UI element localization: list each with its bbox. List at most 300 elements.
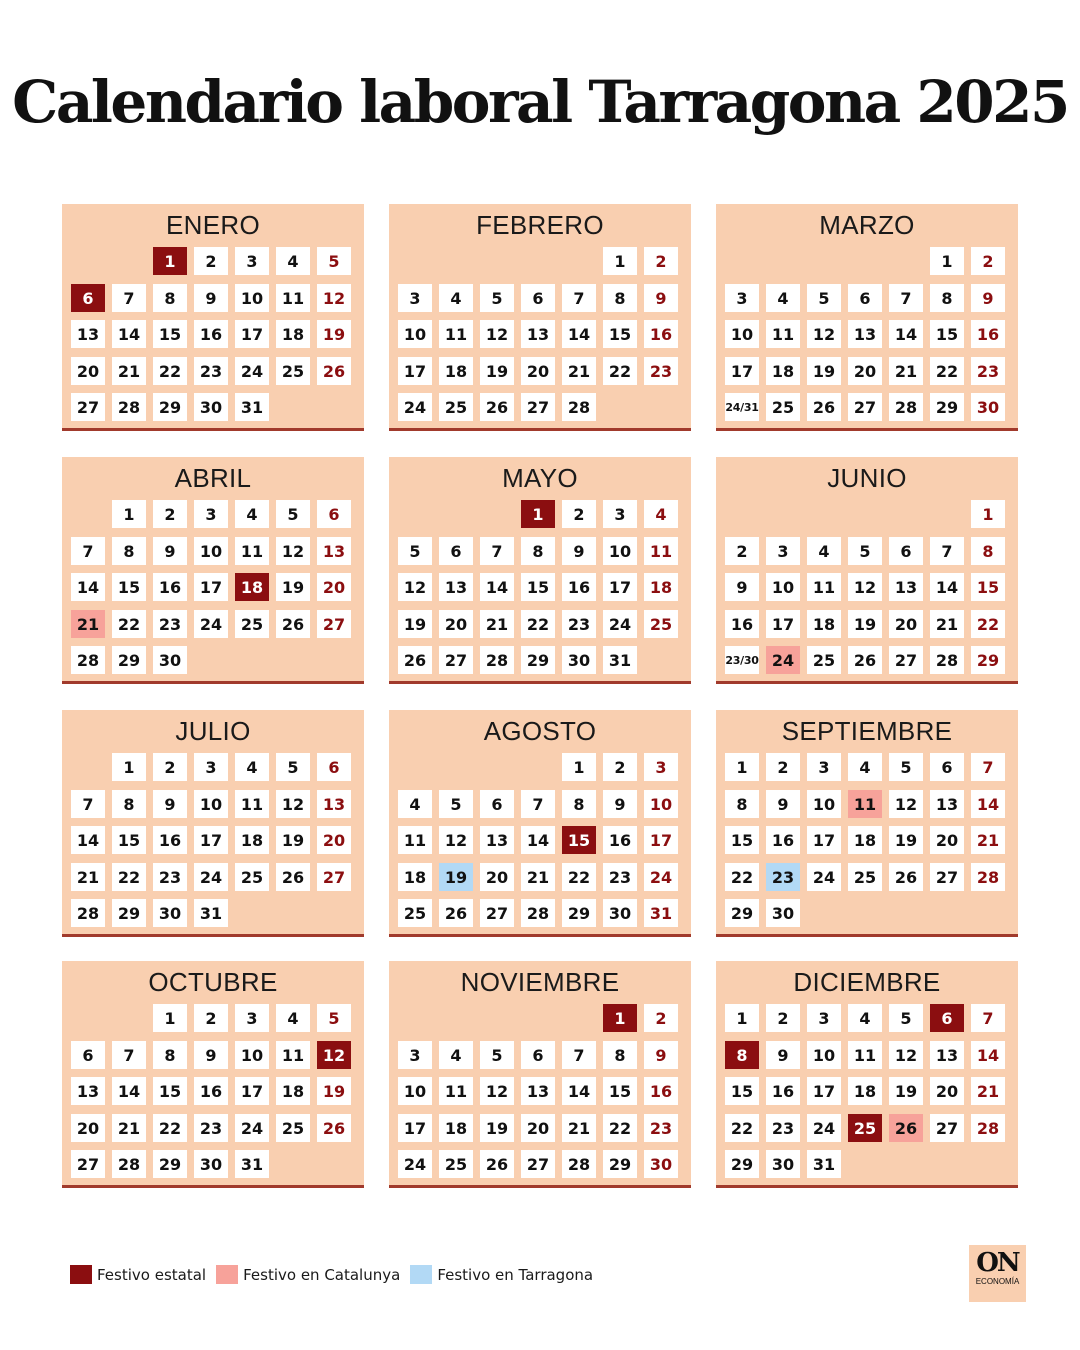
- day-cell: 24: [398, 393, 432, 421]
- legend-label-catalunya: Festivo en Catalunya: [243, 1265, 401, 1284]
- day-cell: 13: [889, 573, 923, 601]
- day-cell: 19: [848, 610, 882, 638]
- day-cell: 17: [807, 1077, 841, 1105]
- day-cell: 21: [112, 1114, 146, 1142]
- day-cell: 8: [725, 790, 759, 818]
- day-cell: 5: [848, 537, 882, 565]
- day-cell: 12: [480, 320, 514, 348]
- day-cell: 3: [807, 753, 841, 781]
- day-cell: 14: [930, 573, 964, 601]
- day-cell: 19: [889, 826, 923, 854]
- day-cell: 6: [930, 1004, 964, 1032]
- day-cell: 5: [889, 1004, 923, 1032]
- day-cell: 3: [398, 284, 432, 312]
- day-cell: 15: [971, 573, 1005, 601]
- day-cell: 20: [317, 573, 351, 601]
- day-cell: 17: [725, 357, 759, 385]
- day-cell: 9: [766, 1041, 800, 1069]
- day-cell: 28: [112, 393, 146, 421]
- day-cell: 22: [153, 1114, 187, 1142]
- month-abril: [62, 457, 364, 684]
- day-cell: 21: [562, 357, 596, 385]
- day-cell: 30: [153, 899, 187, 927]
- day-cell: 24: [807, 1114, 841, 1142]
- day-cell: 6: [889, 537, 923, 565]
- day-cell: 19: [317, 1077, 351, 1105]
- day-cell: 27: [480, 899, 514, 927]
- day-cell: 15: [112, 826, 146, 854]
- month-name: ENERO: [166, 210, 260, 240]
- day-cell: 9: [194, 1041, 228, 1069]
- day-cell: 29: [562, 899, 596, 927]
- day-cell: 11: [439, 1077, 473, 1105]
- day-cell: 8: [153, 1041, 187, 1069]
- day-cell: 21: [71, 610, 105, 638]
- day-cell: 28: [562, 1150, 596, 1178]
- day-cell: 18: [276, 320, 310, 348]
- day-cell: 14: [112, 320, 146, 348]
- day-cell: 22: [562, 863, 596, 891]
- day-cell: 12: [398, 573, 432, 601]
- day-cell: 8: [562, 790, 596, 818]
- day-cell: 21: [480, 610, 514, 638]
- day-cell: 9: [644, 1041, 678, 1069]
- day-cell: 9: [562, 537, 596, 565]
- month-name: MAYO: [502, 463, 578, 493]
- day-cell: 19: [398, 610, 432, 638]
- day-cell: 10: [644, 790, 678, 818]
- day-cell: 8: [603, 1041, 637, 1069]
- day-cell: 14: [521, 826, 555, 854]
- day-cell: 21: [521, 863, 555, 891]
- day-cell: 25: [398, 899, 432, 927]
- legend-swatch-tarragona: [410, 1265, 432, 1284]
- day-cell: 16: [194, 320, 228, 348]
- day-cell: 16: [644, 320, 678, 348]
- day-cell: 1: [112, 500, 146, 528]
- day-cell: 13: [521, 320, 555, 348]
- day-cell: 2: [153, 500, 187, 528]
- day-cell: 18: [644, 573, 678, 601]
- day-cell: 15: [725, 826, 759, 854]
- day-cell: 4: [766, 284, 800, 312]
- day-cell: 13: [439, 573, 473, 601]
- day-cell: 10: [807, 1041, 841, 1069]
- day-cell: 3: [194, 500, 228, 528]
- day-cell: 4: [398, 790, 432, 818]
- day-cell: 8: [971, 537, 1005, 565]
- day-cell: 7: [71, 790, 105, 818]
- day-cell: 22: [971, 610, 1005, 638]
- logo-sub-text: ECONOMÍA: [975, 1277, 1020, 1286]
- day-cell: 26: [439, 899, 473, 927]
- day-cell: 12: [439, 826, 473, 854]
- day-cell: 4: [439, 1041, 473, 1069]
- day-cell: 18: [848, 826, 882, 854]
- day-cell: 25: [235, 863, 269, 891]
- day-cell: 28: [480, 646, 514, 674]
- day-cell: 17: [398, 1114, 432, 1142]
- page-title: Calendario laboral Tarragona 2025: [12, 68, 1068, 136]
- day-cell: 17: [644, 826, 678, 854]
- day-cell: 26: [889, 863, 923, 891]
- day-cell: 10: [725, 320, 759, 348]
- day-cell: 13: [930, 1041, 964, 1069]
- month-mayo: [389, 457, 691, 684]
- day-cell: 28: [71, 646, 105, 674]
- day-cell: 21: [71, 863, 105, 891]
- month-name: AGOSTO: [483, 716, 597, 746]
- day-cell: 4: [439, 284, 473, 312]
- day-cell: 18: [439, 357, 473, 385]
- day-cell: 31: [807, 1150, 841, 1178]
- day-cell: 12: [276, 790, 310, 818]
- day-cell: 24: [603, 610, 637, 638]
- day-cell: 2: [766, 753, 800, 781]
- day-cell: 6: [71, 1041, 105, 1069]
- day-cell: 27: [930, 863, 964, 891]
- day-cell: 23/30: [725, 646, 759, 674]
- day-cell: 3: [235, 247, 269, 275]
- day-cell: 10: [194, 537, 228, 565]
- day-cell: 3: [398, 1041, 432, 1069]
- day-cell: 13: [930, 790, 964, 818]
- day-cell: 3: [644, 753, 678, 781]
- day-cell: 10: [235, 1041, 269, 1069]
- day-cell: 30: [766, 1150, 800, 1178]
- day-cell: 23: [971, 357, 1005, 385]
- day-cell: 23: [153, 610, 187, 638]
- month-noviembre: [389, 961, 691, 1188]
- day-cell: 22: [725, 1114, 759, 1142]
- legend-item-catalunya: [216, 1265, 400, 1284]
- day-cell: 15: [562, 826, 596, 854]
- day-cell: 18: [235, 573, 269, 601]
- day-cell: 22: [603, 357, 637, 385]
- day-cell: 11: [644, 537, 678, 565]
- day-cell: 26: [276, 863, 310, 891]
- month-name: SEPTIEMBRE: [781, 716, 953, 746]
- month-name: ABRIL: [174, 463, 252, 493]
- day-cell: 27: [521, 1150, 555, 1178]
- day-cell: 24: [766, 646, 800, 674]
- day-cell: 26: [317, 1114, 351, 1142]
- day-cell: 28: [112, 1150, 146, 1178]
- month-name: FEBRERO: [476, 210, 604, 240]
- day-cell: 1: [725, 1004, 759, 1032]
- day-cell: 25: [235, 610, 269, 638]
- day-cell: 18: [439, 1114, 473, 1142]
- day-cell: 7: [889, 284, 923, 312]
- day-cell: 17: [398, 357, 432, 385]
- day-cell: 2: [603, 753, 637, 781]
- day-cell: 16: [725, 610, 759, 638]
- day-cell: 23: [644, 357, 678, 385]
- day-cell: 3: [766, 537, 800, 565]
- day-cell: 9: [153, 790, 187, 818]
- day-cell: 9: [644, 284, 678, 312]
- day-cell: 13: [848, 320, 882, 348]
- day-cell: 11: [807, 573, 841, 601]
- day-cell: 16: [971, 320, 1005, 348]
- day-cell: 7: [971, 1004, 1005, 1032]
- day-cell: 16: [562, 573, 596, 601]
- day-cell: 10: [603, 537, 637, 565]
- day-cell: 15: [725, 1077, 759, 1105]
- day-cell: 24: [194, 863, 228, 891]
- day-cell: 18: [848, 1077, 882, 1105]
- day-cell: 7: [930, 537, 964, 565]
- month-name: JULIO: [175, 716, 251, 746]
- day-cell: 11: [235, 537, 269, 565]
- day-cell: 28: [930, 646, 964, 674]
- day-cell: 27: [848, 393, 882, 421]
- legend-swatch-catalunya: [216, 1265, 238, 1284]
- day-cell: 27: [930, 1114, 964, 1142]
- day-cell: 31: [644, 899, 678, 927]
- day-cell: 9: [971, 284, 1005, 312]
- day-cell: 6: [71, 284, 105, 312]
- day-cell: 8: [521, 537, 555, 565]
- day-cell: 2: [971, 247, 1005, 275]
- month-julio: [62, 710, 364, 937]
- month-name: MARZO: [819, 210, 915, 240]
- day-cell: 25: [276, 357, 310, 385]
- day-cell: 6: [521, 284, 555, 312]
- day-cell: 21: [889, 357, 923, 385]
- day-cell: 14: [480, 573, 514, 601]
- day-cell: 15: [603, 1077, 637, 1105]
- day-cell: 4: [644, 500, 678, 528]
- day-cell: 26: [480, 393, 514, 421]
- day-cell: 8: [603, 284, 637, 312]
- day-cell: 2: [644, 247, 678, 275]
- day-cell: 12: [889, 1041, 923, 1069]
- day-cell: 31: [235, 393, 269, 421]
- day-cell: 16: [194, 1077, 228, 1105]
- day-cell: 25: [766, 393, 800, 421]
- day-cell: 31: [603, 646, 637, 674]
- month-agosto: [389, 710, 691, 937]
- day-cell: 6: [521, 1041, 555, 1069]
- day-cell: 22: [521, 610, 555, 638]
- day-cell: 26: [480, 1150, 514, 1178]
- day-cell: 20: [480, 863, 514, 891]
- day-cell: 25: [848, 1114, 882, 1142]
- day-cell: 13: [71, 1077, 105, 1105]
- day-cell: 20: [930, 1077, 964, 1105]
- day-cell: 14: [71, 826, 105, 854]
- day-cell: 29: [725, 899, 759, 927]
- day-cell: 26: [276, 610, 310, 638]
- month-name: JUNIO: [827, 463, 907, 493]
- day-cell: 28: [889, 393, 923, 421]
- day-cell: 30: [603, 899, 637, 927]
- day-cell: 17: [194, 573, 228, 601]
- day-cell: 18: [807, 610, 841, 638]
- day-cell: 20: [889, 610, 923, 638]
- day-cell: 19: [439, 863, 473, 891]
- day-cell: 19: [889, 1077, 923, 1105]
- day-cell: 5: [439, 790, 473, 818]
- day-cell: 10: [398, 320, 432, 348]
- day-cell: 17: [235, 1077, 269, 1105]
- day-cell: 22: [112, 610, 146, 638]
- day-cell: 26: [848, 646, 882, 674]
- day-cell: 19: [317, 320, 351, 348]
- day-cell: 13: [317, 790, 351, 818]
- day-cell: 29: [153, 1150, 187, 1178]
- day-cell: 9: [766, 790, 800, 818]
- day-cell: 15: [603, 320, 637, 348]
- month-name: DICIEMBRE: [793, 967, 941, 997]
- day-cell: 3: [194, 753, 228, 781]
- day-cell: 19: [480, 1114, 514, 1142]
- day-cell: 7: [112, 284, 146, 312]
- day-cell: 23: [766, 863, 800, 891]
- day-cell: 25: [644, 610, 678, 638]
- day-cell: 1: [930, 247, 964, 275]
- day-cell: 6: [317, 753, 351, 781]
- day-cell: 17: [235, 320, 269, 348]
- day-cell: 14: [971, 1041, 1005, 1069]
- day-cell: 24: [194, 610, 228, 638]
- day-cell: 8: [153, 284, 187, 312]
- day-cell: 16: [603, 826, 637, 854]
- day-cell: 16: [766, 826, 800, 854]
- day-cell: 7: [521, 790, 555, 818]
- day-cell: 28: [562, 393, 596, 421]
- day-cell: 18: [276, 1077, 310, 1105]
- day-cell: 2: [644, 1004, 678, 1032]
- day-cell: 1: [153, 1004, 187, 1032]
- day-cell: 18: [398, 863, 432, 891]
- day-cell: 29: [725, 1150, 759, 1178]
- day-cell: 16: [153, 573, 187, 601]
- day-cell: 22: [725, 863, 759, 891]
- day-cell: 23: [194, 357, 228, 385]
- day-cell: 31: [235, 1150, 269, 1178]
- day-cell: 11: [848, 790, 882, 818]
- day-cell: 27: [71, 1150, 105, 1178]
- month-junio: [716, 457, 1018, 684]
- day-cell: 1: [153, 247, 187, 275]
- day-cell: 7: [480, 537, 514, 565]
- day-cell: 5: [317, 1004, 351, 1032]
- day-cell: 25: [439, 1150, 473, 1178]
- day-cell: 11: [766, 320, 800, 348]
- day-cell: 10: [766, 573, 800, 601]
- day-cell: 7: [112, 1041, 146, 1069]
- day-cell: 13: [317, 537, 351, 565]
- day-cell: 29: [521, 646, 555, 674]
- day-cell: 21: [971, 1077, 1005, 1105]
- day-cell: 30: [194, 1150, 228, 1178]
- day-cell: 13: [521, 1077, 555, 1105]
- day-cell: 19: [276, 573, 310, 601]
- day-cell: 2: [562, 500, 596, 528]
- day-cell: 25: [276, 1114, 310, 1142]
- day-cell: 6: [930, 753, 964, 781]
- day-cell: 30: [562, 646, 596, 674]
- day-cell: 11: [848, 1041, 882, 1069]
- day-cell: 21: [562, 1114, 596, 1142]
- day-cell: 27: [889, 646, 923, 674]
- day-cell: 20: [521, 1114, 555, 1142]
- day-cell: 7: [71, 537, 105, 565]
- day-cell: 6: [480, 790, 514, 818]
- day-cell: 1: [521, 500, 555, 528]
- day-cell: 20: [317, 826, 351, 854]
- day-cell: 15: [521, 573, 555, 601]
- day-cell: 14: [562, 1077, 596, 1105]
- day-cell: 14: [971, 790, 1005, 818]
- day-cell: 7: [562, 1041, 596, 1069]
- day-cell: 3: [725, 284, 759, 312]
- month-name: OCTUBRE: [148, 967, 278, 997]
- month-enero: [62, 204, 364, 431]
- day-cell: 16: [766, 1077, 800, 1105]
- day-cell: 9: [725, 573, 759, 601]
- day-cell: 27: [439, 646, 473, 674]
- day-cell: 1: [971, 500, 1005, 528]
- day-cell: 22: [930, 357, 964, 385]
- day-cell: 11: [398, 826, 432, 854]
- day-cell: 12: [317, 284, 351, 312]
- day-cell: 4: [276, 1004, 310, 1032]
- day-cell: 31: [194, 899, 228, 927]
- day-cell: 20: [71, 357, 105, 385]
- day-cell: 26: [317, 357, 351, 385]
- day-cell: 29: [971, 646, 1005, 674]
- day-cell: 2: [153, 753, 187, 781]
- day-cell: 20: [521, 357, 555, 385]
- brand-logo: [969, 1245, 1026, 1302]
- day-cell: 5: [276, 500, 310, 528]
- day-cell: 13: [71, 320, 105, 348]
- legend-item-estatal: [70, 1265, 206, 1284]
- legend: [70, 1265, 603, 1284]
- day-cell: 7: [562, 284, 596, 312]
- day-cell: 8: [112, 537, 146, 565]
- logo-main-text: ON: [976, 1248, 1019, 1278]
- month-diciembre: [716, 961, 1018, 1188]
- day-cell: 29: [112, 899, 146, 927]
- day-cell: 4: [235, 753, 269, 781]
- day-cell: 15: [930, 320, 964, 348]
- day-cell: 3: [235, 1004, 269, 1032]
- month-febrero: [389, 204, 691, 431]
- day-cell: 30: [766, 899, 800, 927]
- day-cell: 25: [807, 646, 841, 674]
- day-cell: 3: [807, 1004, 841, 1032]
- day-cell: 3: [603, 500, 637, 528]
- day-cell: 9: [153, 537, 187, 565]
- day-cell: 21: [971, 826, 1005, 854]
- day-cell: 23: [153, 863, 187, 891]
- day-cell: 27: [71, 393, 105, 421]
- day-cell: 23: [603, 863, 637, 891]
- day-cell: 13: [480, 826, 514, 854]
- day-cell: 14: [889, 320, 923, 348]
- day-cell: 1: [603, 247, 637, 275]
- day-cell: 12: [317, 1041, 351, 1069]
- day-cell: 20: [439, 610, 473, 638]
- legend-swatch-estatal: [70, 1265, 92, 1284]
- day-cell: 15: [112, 573, 146, 601]
- day-cell: 23: [766, 1114, 800, 1142]
- day-cell: 18: [235, 826, 269, 854]
